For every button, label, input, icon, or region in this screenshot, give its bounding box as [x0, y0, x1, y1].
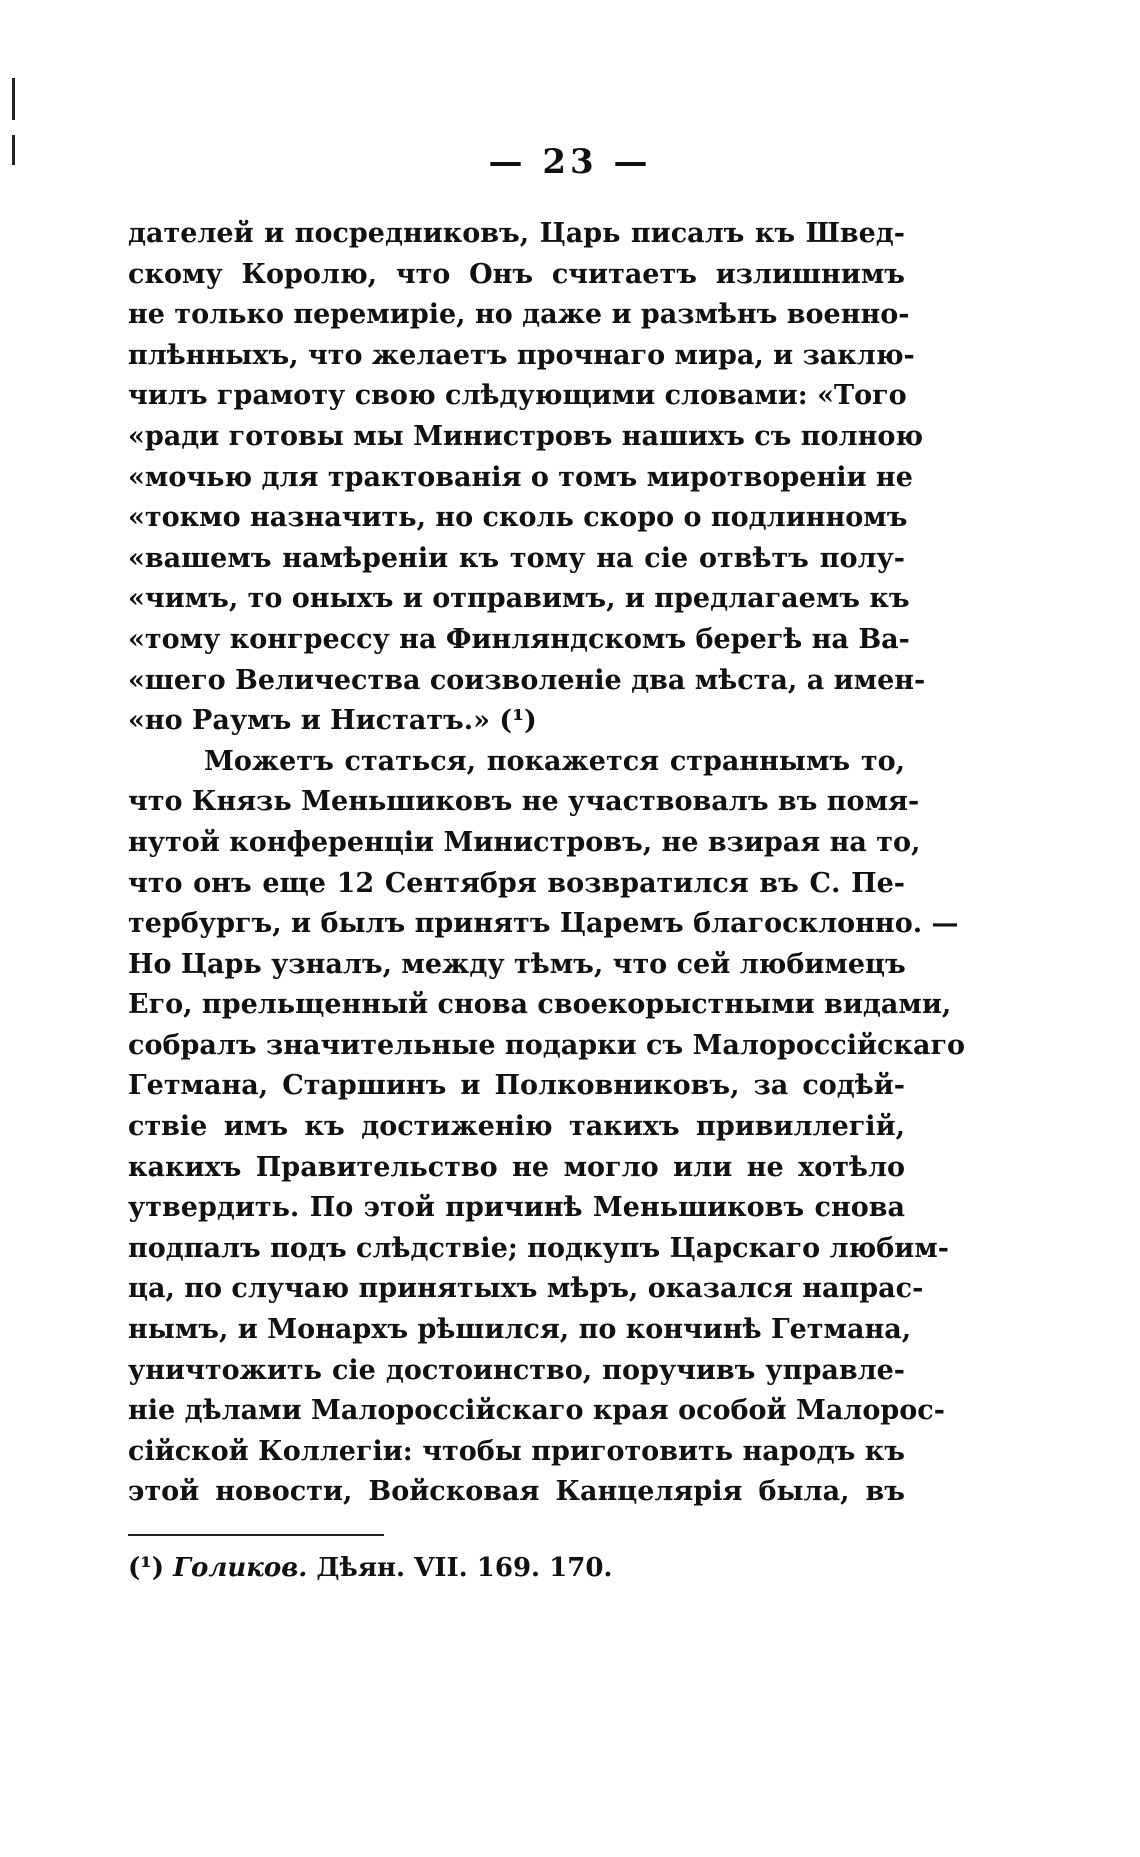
text-line: какихъ Правительство не могло или не хотѣло	[128, 1151, 905, 1183]
text-line: «токмо назначить, но сколь скоро о подлинномъ	[128, 502, 908, 534]
text-line: уничтожить сіе достоинство, поручивъ управле-	[128, 1354, 905, 1386]
text-line: тербургъ, и былъ принятъ Царемъ благосклонно. —	[128, 908, 959, 940]
footnote-divider	[128, 1534, 384, 1536]
text-line: «мочью для трактованія о томъ миротвореніи не	[128, 461, 913, 493]
text-line: «вашемъ намѣреніи къ тому на сіе отвѣтъ полу-	[128, 542, 905, 574]
text-line: нымъ, и Монархъ рѣшился, по кончинѣ Гетмана,	[128, 1314, 912, 1346]
text-line: нутой конференціи Министровъ, не взирая на то,	[128, 826, 921, 858]
text-line: ца, по случаю принятыхъ мѣръ, оказался напрас-	[128, 1273, 924, 1305]
footnote-author: Голиков.	[173, 1553, 308, 1583]
text-line: что Князь Меньшиковъ не участвовалъ въ помя-	[128, 786, 920, 818]
text-line: ствіе имъ къ достиженію такихъ привиллегій,	[128, 1111, 905, 1143]
text-line: «ради готовы мы Министровъ нашихъ съ полною	[128, 420, 924, 452]
text-line: что онъ еще 12 Сентября возвратился въ С. Пе-	[128, 867, 905, 899]
text-line: этой новости, Войсковая Канцелярія была, въ	[128, 1476, 905, 1508]
text-line: скому Королю, что Онъ считаетъ излишнимъ	[128, 258, 905, 290]
body-text	[128, 214, 966, 1513]
text-line: Но Царь узналъ, между тѣмъ, что сей любимецъ	[128, 948, 906, 980]
text-line: Гетмана, Старшинъ и Полковниковъ, за содѣй-	[128, 1070, 905, 1102]
footnote-marker: (¹)	[128, 1553, 164, 1583]
text-line: Его, прельщенный снова своекорыстными видами,	[128, 989, 952, 1021]
text-line: дателей и посредниковъ, Царь писалъ къ Швед-	[128, 218, 905, 249]
text-line: собралъ значительные подарки съ Малороссійскаго	[128, 1029, 966, 1061]
page-number: — 23 —	[488, 142, 652, 182]
text-line: ніе дѣлами Малороссійскаго края особой Малорос-	[128, 1395, 945, 1427]
text-line: утвердить. По этой причинѣ Меньшиковъ снова	[128, 1192, 905, 1224]
text-line: Можетъ статься, покажется страннымъ то,	[204, 745, 905, 777]
text-line: сійской Коллегіи: чтобы приготовить народъ къ	[128, 1435, 905, 1467]
text-line: «шего Величества соизволеніе два мѣста, а имен-	[128, 664, 926, 696]
text-line: не только перемиріе, но даже и размѣнъ военно-	[128, 299, 910, 331]
text-line: «чимъ, то оныхъ и отправимъ, и предлагаемъ къ	[128, 583, 910, 615]
footnote	[128, 1548, 828, 1588]
margin-mark	[12, 78, 15, 120]
text-line: чилъ грамоту свою слѣдующими словами: «Того	[128, 380, 907, 412]
text-line: «но Раумъ и Нистатъ.» (¹)	[128, 705, 537, 737]
text-line: «тому конгрессу на Финляндскомъ берегѣ на Ва-	[128, 623, 910, 655]
text-line: подпалъ подъ слѣдствіе; подкупъ Царскаго любим-	[128, 1232, 949, 1264]
text-line: плѣнныхъ, что желаетъ прочнаго мира, и заклю-	[128, 339, 915, 371]
footnote-reference: Дѣян. VII. 169. 170.	[316, 1553, 613, 1583]
